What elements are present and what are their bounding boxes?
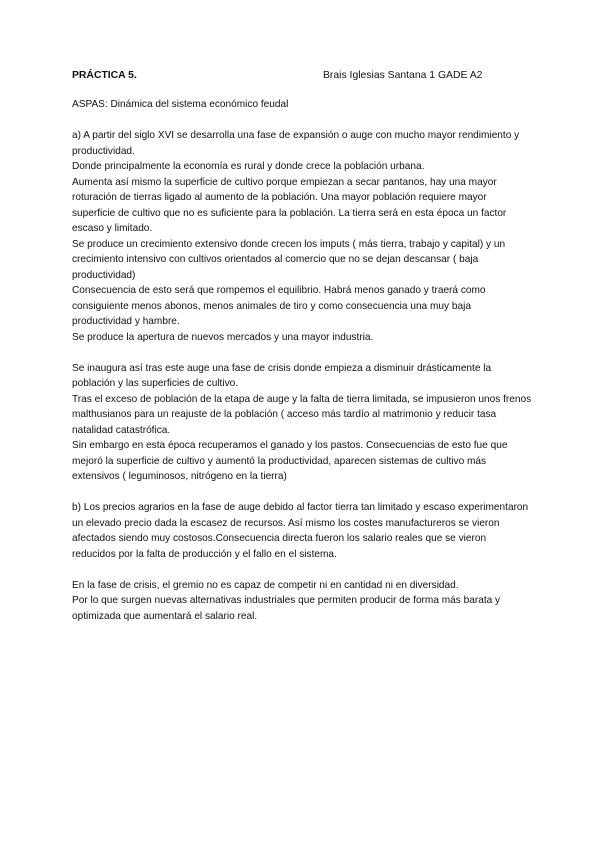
paragraph-gap	[72, 345, 532, 361]
paragraph-crisis-1: Se inaugura así tras este auge una fase de crisis donde empieza a disminuir drásticamente la población y las superficies de cultivo.	[72, 362, 492, 389]
paragraph-gap	[72, 113, 532, 129]
paragraph-a-6: Se produce la apertura de nuevos mercados y una mayor industria.	[72, 331, 374, 343]
paragraph-crisis-2: Tras el exceso de población de la etapa de auge y la falta de tierra limitada, se impusieron unos frenos malthusianos para un reajuste de la población ( acceso más tardío al matrimonio y reducir tasa natalidad catastrófica.	[72, 393, 532, 436]
document-body	[72, 97, 532, 624]
paragraph-a-5: Consecuencia de esto será que rompemos el equilibrio. Habrá menos ganado y traerá como consiguiente menos abonos, menos animales de tiro y como consecuencia una muy baja productividad y hambre.	[72, 285, 486, 327]
paragraph-gremio-2: Por lo que surgen nuevas alternativas industriales que permiten producir de forma más barata y optimizada que aumentará el salario real.	[72, 595, 501, 622]
practice-title: PRÁCTICA 5.	[72, 70, 137, 81]
paragraph-b-1: b) Los precios agrarios en la fase de auge debido al factor tierra tan limitado y escaso experimentaron un elevado precio dada la escasez de recursos. Así mismo los costes manufactureros se vieron afectados siendo muy costosos.Consecuencia directa fueron los salario reales que se vieron reducidos por la falta de producción y el fallo en el sistema.	[72, 502, 529, 560]
document-subtitle: ASPAS: Dinámica del sistema económico feudal	[72, 99, 289, 110]
document-header	[72, 68, 532, 84]
paragraph-a-4: Se produce un crecimiento extensivo donde crecen los imputs ( más tierra, trabajo y capital) y un crecimiento intensivo con cultivos orientados al comercio que no se dejan descansar ( baja productividad)	[72, 238, 506, 281]
paragraph-gap	[72, 485, 532, 501]
paragraph-gap	[72, 562, 532, 578]
paragraph-a-1: a) A partir del siglo XVI se desarrolla una fase de expansión o auge con mucho mayor rendimiento y productividad.	[72, 130, 520, 157]
paragraph-gremio-1: En la fase de crisis, el gremio no es capaz de competir ni en cantidad ni en diversidad.	[72, 579, 459, 591]
paragraph-a-3: Aumenta así mismo la superficie de cultivo porque empiezan a secar pantanos, hay una mayor roturación de tierras ligado al aumento de la población. Una mayor población requiere mayor superficie de cultivo que no es suficiente para la población. La tierra será en esta época un factor escaso y limitado.	[72, 176, 507, 234]
paragraph-a-2: Donde principalmente la economía es rural y donde crece la población urbana.	[72, 161, 425, 172]
paragraph-crisis-3: Sin embargo en esta época recuperamos el ganado y los pastos. Consecuencias de esto fue que mejoró la superficie de cultivo y aumentó la productividad, aparecen sistemas de cultivo más extensivos ( leguminosos, nitrógeno en la tierra)	[72, 440, 508, 482]
author-line: Brais Iglesias Santana 1 GADE A2	[323, 70, 483, 81]
